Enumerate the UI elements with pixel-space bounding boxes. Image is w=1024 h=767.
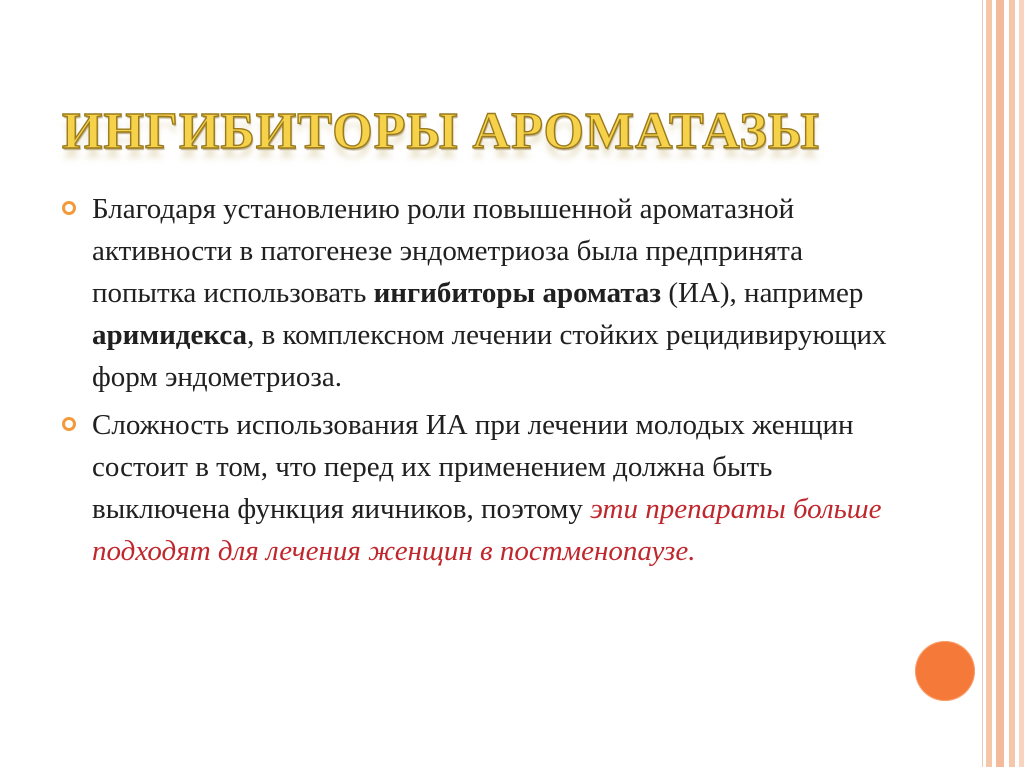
bullet-item-1 [62, 188, 892, 398]
bullet-item-2 [62, 404, 892, 572]
ring-bullet-icon [62, 201, 76, 215]
bullet-2-text: Сложность использования ИА при лечении молодых женщин состоит в том, что перед их применением должна быть выключена функция яичников, поэтому [92, 409, 854, 525]
accent-circle [915, 641, 975, 701]
bullet-1-text: Благодаря установлению роли повышенной ароматазной активности в патогенезе эндометриоза была предпринята попытка использовать [92, 193, 804, 309]
bullet-list [62, 188, 892, 578]
ring-bullet-icon [62, 417, 76, 431]
bullet-1-term-aromatase-inhibitors: ингибиторы ароматаз [373, 277, 662, 309]
bullet-1-text-2: (ИА), например [661, 277, 864, 309]
decorative-stripes [983, 0, 1024, 767]
slide-title: ИНГИБИТОРЫ АРОМАТАЗЫ [62, 103, 820, 160]
bullet-1-text-3: , в комплексном лечении стойких рецидивирующих форм эндометриоза. [92, 319, 887, 393]
bullet-2-emphasis: эти препараты больше подходят для лечения женщин в постменопаузе. [92, 493, 882, 567]
bullet-1-term-arimidex: аримидекса [92, 319, 248, 351]
